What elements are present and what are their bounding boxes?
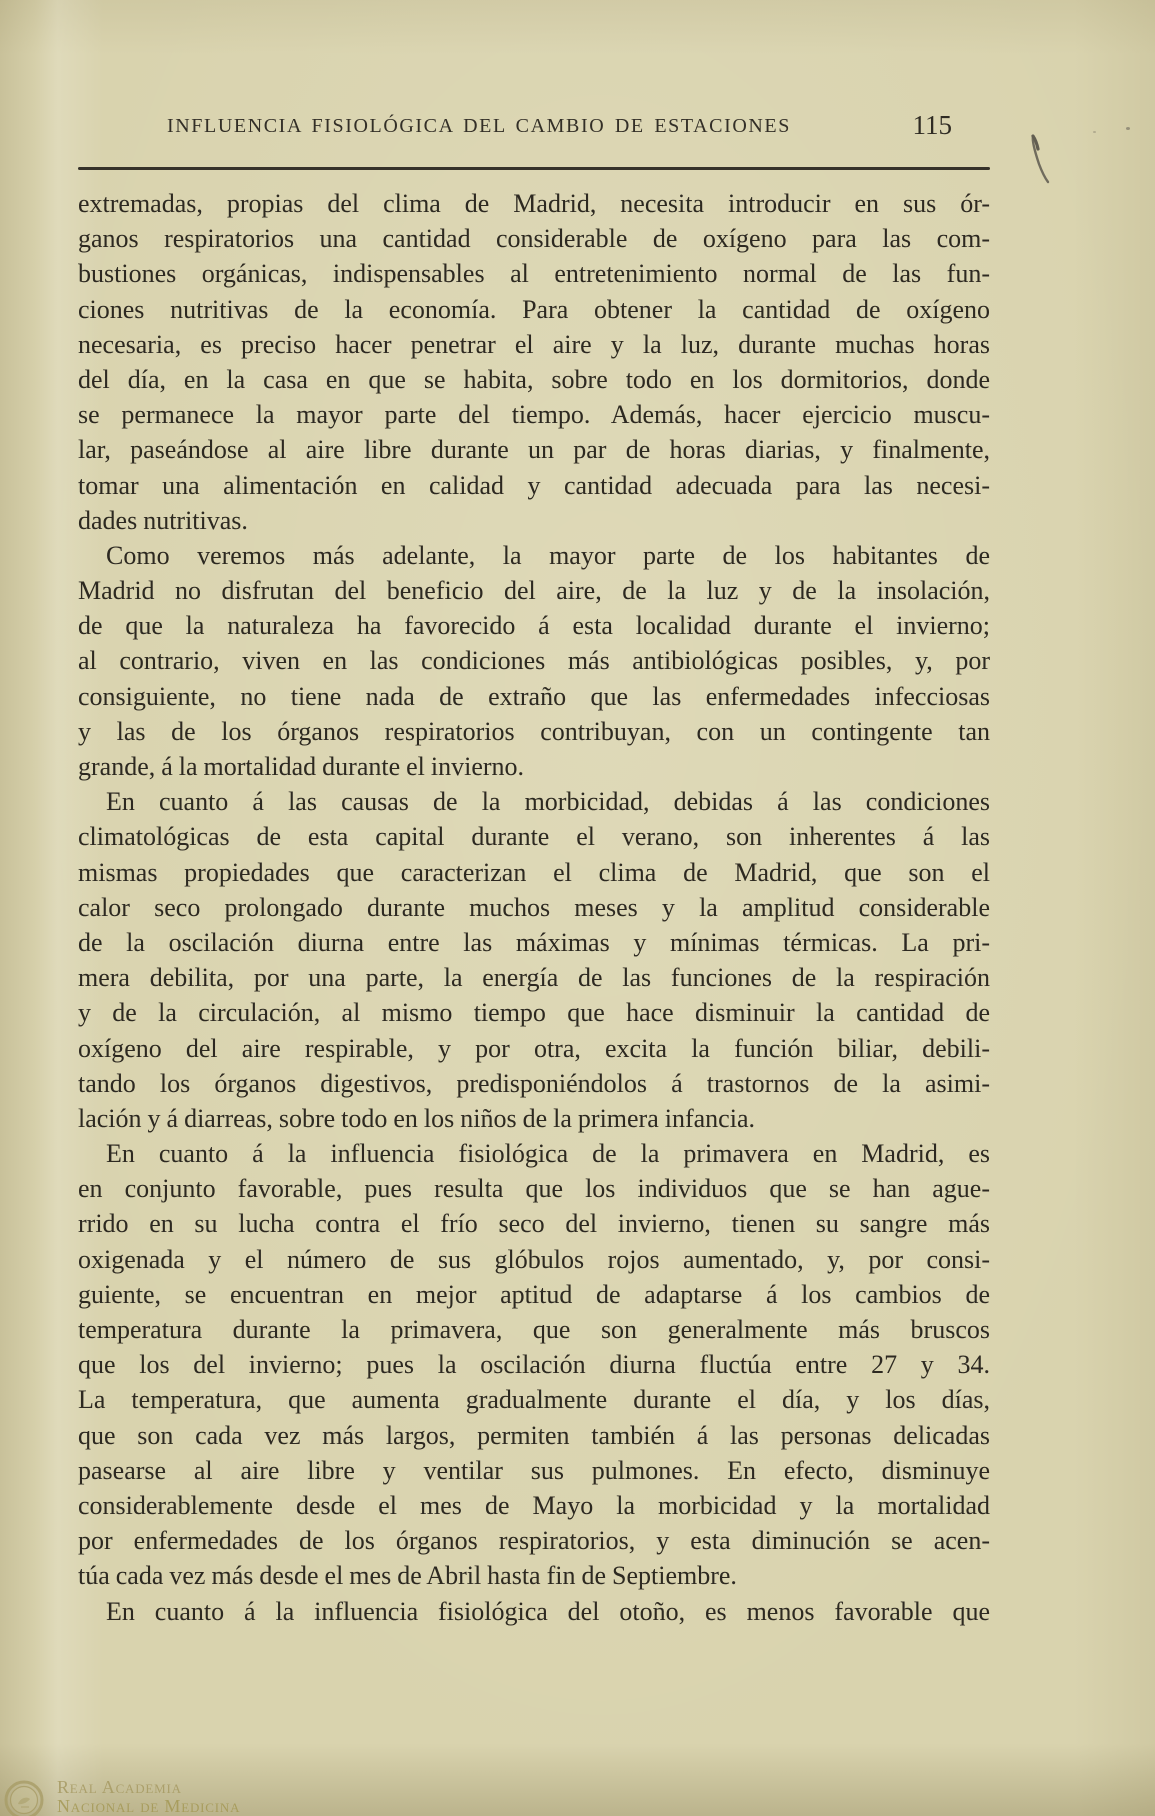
text-line: ganos respiratorios una cantidad considerable de oxígeno para las com-	[78, 224, 990, 254]
text-line: rrido en su lucha contra el frío seco del invierno, tienen su sangre más	[78, 1209, 990, 1239]
watermark-line-1: Real Academia	[57, 1777, 182, 1797]
text-line: lación y á diarreas, sobre todo en los niños de la primera infancia.	[78, 1103, 755, 1133]
running-title: INFLUENCIA FISIOLÓGICA DEL CAMBIO DE ESTACIONES	[167, 115, 791, 137]
text-line: oxigenada y el número de sus glóbulos rojos aumentado, y, por consi-	[78, 1244, 990, 1274]
text-line: bustiones orgánicas, indispensables al entretenimiento normal de las fun-	[78, 259, 990, 289]
text-line: tomar una alimentación en calidad y cantidad adecuada para las necesi-	[78, 470, 990, 500]
text-line: dades nutritivas.	[78, 505, 248, 535]
text-line: considerablemente desde el mes de Mayo la morbicidad y la mortalidad	[78, 1490, 990, 1520]
body-text	[78, 186, 990, 1629]
academy-seal-icon	[3, 1776, 47, 1816]
text-line: guiente, se encuentran en mejor aptitud de adaptarse á los cambios de	[78, 1279, 990, 1309]
text-line: en conjunto favorable, pues resulta que los individuos que se han ague-	[78, 1174, 990, 1204]
text-line: lar, paseándose al aire libre durante un par de horas diarias, y finalmente,	[78, 435, 990, 465]
text-line: mismas propiedades que caracterizan el clima de Madrid, que son el	[78, 857, 990, 887]
text-line: y las de los órganos respiratorios contribuyan, con un contingente tan	[78, 716, 990, 746]
text-line: de la oscilación diurna entre las máximas y mínimas térmicas. La pri-	[78, 927, 990, 957]
text-line: mera debilita, por una parte, la energía de las funciones de la respiración	[78, 963, 990, 993]
text-line: necesaria, es preciso hacer penetrar el aire y la luz, durante muchas horas	[78, 329, 990, 359]
text-line: de que la naturaleza ha favorecido á esta localidad durante el invierno;	[78, 611, 990, 641]
header-rule	[78, 167, 990, 170]
text-line: al contrario, viven en las condiciones más antibiológicas posibles, y, por	[78, 646, 990, 676]
text-line: calor seco prolongado durante muchos meses y la amplitud considerable	[78, 892, 990, 922]
text-line: ciones nutritivas de la economía. Para obtener la cantidad de oxígeno	[78, 294, 990, 324]
text-line: túa cada vez más desde el mes de Abril hasta fin de Septiembre.	[78, 1561, 737, 1591]
text-line: temperatura durante la primavera, que son generalmente más bruscos	[78, 1315, 990, 1344]
paper-speck	[1126, 127, 1130, 130]
page-header	[78, 112, 990, 152]
text-line: En cuanto á la influencia fisiológica del otoño, es menos favorable que	[106, 1596, 990, 1626]
page-number: 115	[912, 110, 952, 140]
text-line: climatológicas de esta capital durante el verano, son inherentes á las	[78, 822, 990, 852]
text-line: Madrid no disfrutan del beneficio del aire, de la luz y de la insolación,	[78, 576, 990, 606]
text-line: oxígeno del aire respirable, y por otra, excita la función biliar, debili-	[78, 1033, 990, 1063]
text-line: del día, en la casa en que se habita, sobre todo en los dormitorios, donde	[78, 364, 990, 394]
text-line: se permanece la mayor parte del tiempo. Además, hacer ejercicio muscu-	[78, 400, 990, 430]
text-line: que son cada vez más largos, permiten también á las personas delicadas	[78, 1420, 990, 1450]
text-line: y de la circulación, al mismo tiempo que hace disminuir la cantidad de	[78, 998, 990, 1028]
text-line: consiguiente, no tiene nada de extraño que las enfermedades infecciosas	[78, 681, 990, 711]
pen-mark	[1026, 130, 1056, 190]
text-line: Como veremos más adelante, la mayor parte de los habitantes de	[106, 540, 990, 570]
text-line: que los del invierno; pues la oscilación diurna fluctúa entre 27 y 34.	[78, 1350, 990, 1380]
watermark-line-2: Nacional de Medicina	[57, 1796, 241, 1816]
watermark-text	[57, 1778, 240, 1816]
text-line: En cuanto á las causas de la morbicidad, debidas á las condiciones	[106, 787, 990, 817]
library-watermark	[3, 1776, 240, 1816]
paper-speck	[1093, 131, 1096, 133]
text-line: por enfermedades de los órganos respiratorios, y esta diminución se acen-	[78, 1526, 990, 1556]
text-line: grande, á la mortalidad durante el invierno.	[78, 752, 525, 781]
text-line: La temperatura, que aumenta gradualmente durante el día, y los días,	[78, 1385, 990, 1415]
text-line: tando los órganos digestivos, predisponiéndolos á trastornos de la asimi-	[78, 1068, 990, 1098]
text-line: extremadas, propias del clima de Madrid, necesita introducir en sus ór-	[78, 189, 990, 218]
text-line: pasearse al aire libre y ventilar sus pulmones. En efecto, disminuye	[78, 1455, 990, 1485]
text-line: En cuanto á la influencia fisiológica de la primavera en Madrid, es	[106, 1139, 990, 1169]
